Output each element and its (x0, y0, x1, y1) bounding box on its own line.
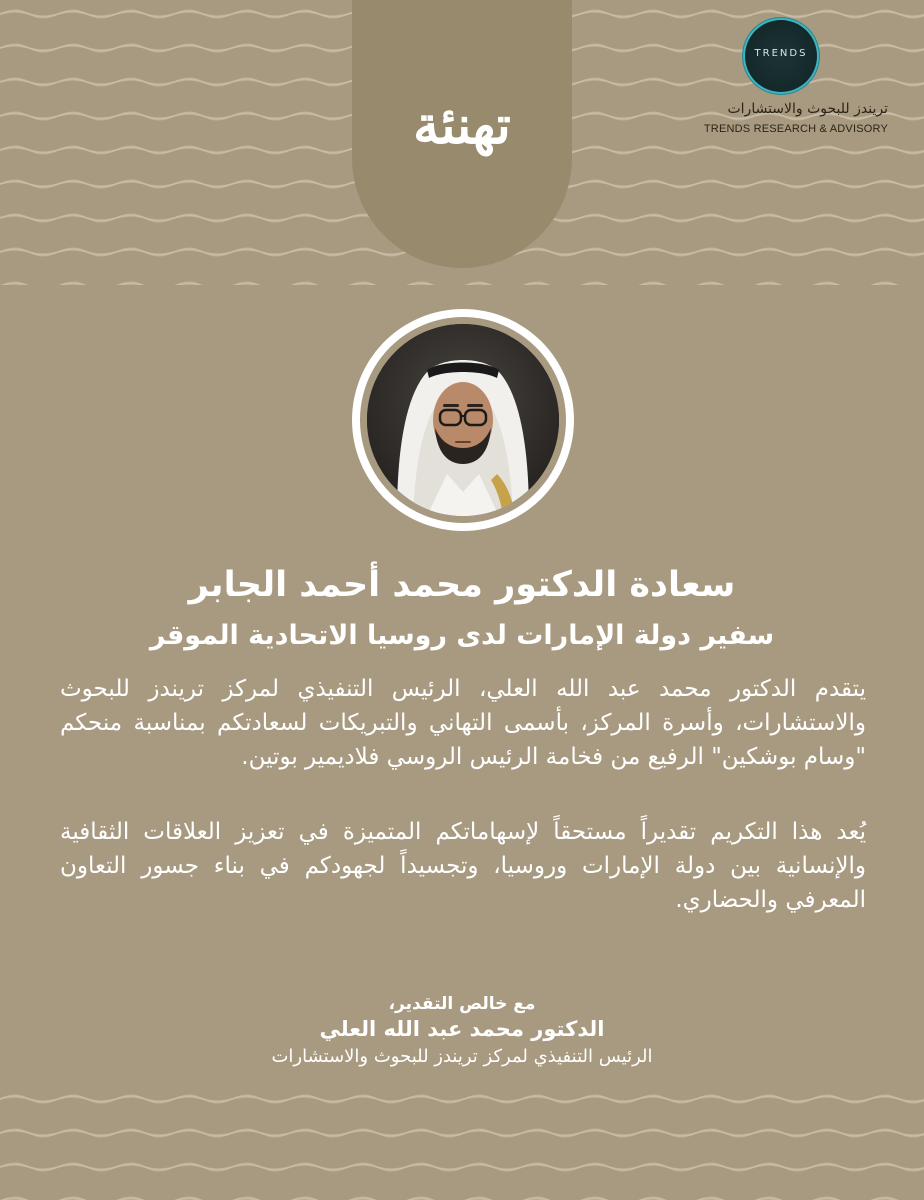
wave-stroke (0, 112, 58, 120)
wave-stroke (0, 44, 58, 52)
title-tab (352, 0, 572, 268)
honoree-name: سعادة الدكتور محمد أحمد الجابر (188, 565, 736, 605)
wave-stroke (116, 284, 232, 285)
honoree-role: سفير دولة الإمارات لدى روسيا الاتحادية الموقر (149, 620, 775, 651)
logo-arabic-name: تريندز للبحوث والاستشارات (727, 101, 888, 117)
portrait-photo (367, 324, 559, 516)
wave-stroke (696, 284, 812, 285)
wave-stroke (0, 1129, 58, 1137)
page-title: تهنئة (413, 95, 511, 156)
wave-stroke (0, 180, 58, 188)
emblem-text: TRENDS (754, 48, 808, 59)
wave-pattern-bottom (0, 1085, 924, 1200)
message-paragraph-2: يُعد هذا التكريم تقديراً مستحقاً لإسهاماتكم المتميزة في تعزيز العلاقات الثقافية والإنسانية بين دولة الإمارات وروسيا، وتجسيداً لجهودكم في بناء جسور التعاون المعرفي والحضاري. (60, 819, 866, 913)
trends-emblem-icon (743, 18, 819, 94)
trends-logo (688, 18, 888, 148)
wave-stroke (812, 284, 924, 285)
message-paragraph-1: يتقدم الدكتور محمد عبد الله العلي، الرئيس التنفيذي لمركز تريندز للبحوث والاستشارات، وأسرة المركز، بأسمى التهاني والتبريكات لسعادتكم بمناسبة منحكم "وسام بوشكين" الرفيع من فخامة الرئيس الروسي فلاديمير بوتين. (60, 676, 866, 770)
portrait-ring (360, 317, 566, 523)
wave-stroke (232, 284, 348, 285)
signer-title: الرئيس التنفيذي لمركز تريندز للبحوث والاستشارات (271, 1046, 653, 1067)
wave-stroke (464, 284, 580, 285)
portrait-frame (352, 309, 574, 531)
wave-stroke (0, 284, 116, 285)
signer-name: الدكتور محمد عبد الله العلي (319, 1017, 605, 1041)
closing-line: مع خالص التقدير، (388, 994, 536, 1014)
wave-stroke (0, 248, 58, 256)
wave-stroke (580, 284, 696, 285)
logo-english-name: TRENDS RESEARCH & ADVISORY (703, 123, 888, 135)
wave-stroke (348, 284, 464, 285)
